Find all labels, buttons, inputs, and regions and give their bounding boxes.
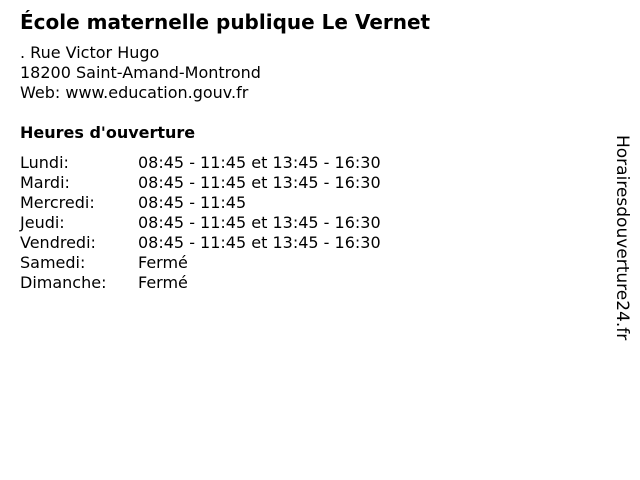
hours-row-dimanche [20,273,381,293]
hours-row-jeudi [20,213,381,233]
opening-hours-heading: Heures d'ouverture [20,123,196,142]
day-label: Vendredi: [20,233,96,252]
day-label: Lundi: [20,153,69,172]
city-postal-code: 18200 Saint-Amand-Montrond [20,63,261,82]
hours-row-mercredi [20,193,381,213]
school-name: École maternelle publique Le Vernet [20,10,431,34]
time-range: Fermé [138,253,188,272]
day-label: Samedi: [20,253,86,272]
street-address: . Rue Victor Hugo [20,43,160,62]
day-label: Mardi: [20,173,70,192]
website-link[interactable]: Web: www.education.gouv.fr [20,83,249,102]
site-brand-watermark: Horairesdouverture24.fr [612,135,632,341]
day-label: Mercredi: [20,193,95,212]
hours-row-samedi [20,253,381,273]
time-range: 08:45 - 11:45 et 13:45 - 16:30 [138,233,381,252]
time-range: 08:45 - 11:45 et 13:45 - 16:30 [138,173,381,192]
opening-hours-table [20,153,381,293]
time-range: 08:45 - 11:45 [138,193,247,212]
day-label: Jeudi: [20,213,65,232]
time-range: Fermé [138,273,188,292]
day-label: Dimanche: [20,273,107,292]
time-range: 08:45 - 11:45 et 13:45 - 16:30 [138,153,381,172]
hours-row-mardi [20,173,381,193]
address-block [20,43,261,103]
time-range: 08:45 - 11:45 et 13:45 - 16:30 [138,213,381,232]
hours-row-lundi [20,153,381,173]
hours-row-vendredi [20,233,381,253]
